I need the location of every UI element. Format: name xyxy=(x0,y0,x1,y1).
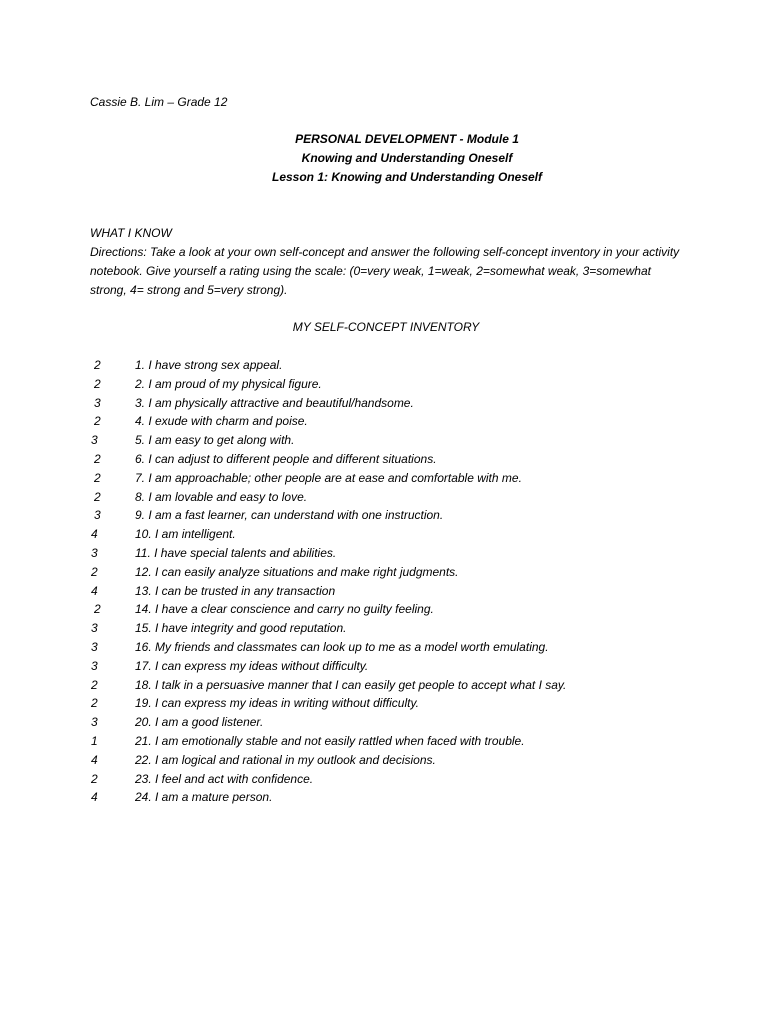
item-statement: 23. I feel and act with confidence. xyxy=(135,771,314,786)
item-statement: 11. I have special talents and abilities. xyxy=(135,545,337,560)
item-rating: 3 xyxy=(94,508,101,523)
section-heading: WHAT I KNOW xyxy=(90,226,172,240)
inventory-item xyxy=(88,563,708,582)
lesson-title: Lesson 1: Knowing and Understanding Oneself xyxy=(271,170,543,184)
inventory-list xyxy=(88,356,708,807)
inventory-item xyxy=(88,544,708,563)
item-rating: 3 xyxy=(94,395,101,410)
item-rating: 2 xyxy=(94,358,101,372)
inventory-title: MY SELF-CONCEPT INVENTORY xyxy=(292,320,480,334)
item-statement: 5. I am easy to get along with. xyxy=(135,433,295,448)
item-statement: 18. I talk in a persuasive manner that I can easily get people to accept what I say. xyxy=(135,677,567,692)
item-rating: 2 xyxy=(94,470,101,485)
inventory-item xyxy=(88,732,708,751)
item-rating: 4 xyxy=(91,752,98,767)
item-statement: 9. I am a fast learner, can understand with one instruction. xyxy=(135,508,444,523)
item-rating: 4 xyxy=(91,583,98,598)
item-rating: 2 xyxy=(94,602,101,617)
item-rating: 4 xyxy=(91,527,98,542)
inventory-item xyxy=(88,488,708,507)
item-statement: 17. I can express my ideas without difficulty. xyxy=(135,658,369,673)
directions-paragraph: Directions: Take a look at your own self-concept and answer the following self-concept inventory in your activity notebook. Give yourself a rating using the scale: (0=very weak, 1=weak, 2=somewhat weak, 3=somewhat strong, 4= strong and 5=very strong). xyxy=(90,245,680,297)
item-statement: 6. I can adjust to different people and different situations. xyxy=(135,451,437,466)
item-statement: 10. I am intelligent. xyxy=(135,527,236,542)
author-line: Cassie B. Lim – Grade 12 xyxy=(90,95,228,109)
item-rating: 2 xyxy=(94,414,101,429)
inventory-item xyxy=(88,506,708,525)
item-rating: 2 xyxy=(94,376,101,391)
item-rating: 3 xyxy=(91,658,98,673)
module-title: Knowing and Understanding Oneself xyxy=(301,151,513,165)
inventory-item xyxy=(88,431,708,450)
inventory-item xyxy=(88,412,708,431)
item-statement: 8. I am lovable and easy to love. xyxy=(135,489,308,504)
title-block xyxy=(0,130,768,187)
item-rating: 1 xyxy=(91,733,98,748)
inventory-item xyxy=(88,751,708,770)
item-statement: 21. I am emotionally stable and not easily rattled when faced with trouble. xyxy=(135,733,525,748)
item-statement: 12. I can easily analyze situations and make right judgments. xyxy=(135,564,459,579)
item-rating: 3 xyxy=(91,639,98,654)
inventory-item xyxy=(88,619,708,638)
inventory-item xyxy=(88,657,708,676)
item-statement: 7. I am approachable; other people are at ease and comfortable with me. xyxy=(135,470,522,485)
item-statement: 13. I can be trusted in any transaction xyxy=(135,583,336,598)
item-statement: 22. I am logical and rational in my outlook and decisions. xyxy=(135,752,436,767)
item-rating: 3 xyxy=(91,545,98,560)
inventory-item xyxy=(88,600,708,619)
item-rating: 4 xyxy=(91,790,98,805)
item-rating: 2 xyxy=(94,451,101,466)
inventory-item xyxy=(88,469,708,488)
item-statement: 1. I have strong sex appeal. xyxy=(135,358,283,372)
item-rating: 3 xyxy=(91,433,98,448)
item-statement: 19. I can express my ideas in writing without difficulty. xyxy=(135,696,419,711)
item-rating: 2 xyxy=(91,564,98,579)
inventory-item xyxy=(88,676,708,695)
course-title: PERSONAL DEVELOPMENT - Module 1 xyxy=(295,132,519,146)
inventory-item xyxy=(88,788,708,807)
inventory-item xyxy=(88,394,708,413)
item-statement: 20. I am a good listener. xyxy=(135,715,264,730)
item-statement: 24. I am a mature person. xyxy=(135,790,273,805)
inventory-item xyxy=(88,450,708,469)
inventory-item xyxy=(88,713,708,732)
item-statement: 2. I am proud of my physical figure. xyxy=(135,376,322,391)
item-rating: 3 xyxy=(91,715,98,730)
item-rating: 2 xyxy=(94,489,101,504)
item-statement: 14. I have a clear conscience and carry no guilty feeling. xyxy=(135,602,434,617)
inventory-item xyxy=(88,694,708,713)
item-rating: 2 xyxy=(91,771,98,786)
inventory-item xyxy=(88,770,708,789)
item-rating: 2 xyxy=(91,696,98,711)
item-statement: 3. I am physically attractive and beautiful/handsome. xyxy=(135,395,414,410)
item-rating: 3 xyxy=(91,621,98,636)
item-statement: 4. I exude with charm and poise. xyxy=(135,414,308,429)
inventory-item xyxy=(88,375,708,394)
inventory-item xyxy=(88,582,708,601)
item-rating: 2 xyxy=(91,677,98,692)
item-statement: 15. I have integrity and good reputation. xyxy=(135,621,347,636)
inventory-item xyxy=(88,638,708,657)
inventory-item xyxy=(88,525,708,544)
item-statement: 16. My friends and classmates can look up to me as a model worth emulating. xyxy=(135,639,549,654)
inventory-item xyxy=(88,356,708,375)
